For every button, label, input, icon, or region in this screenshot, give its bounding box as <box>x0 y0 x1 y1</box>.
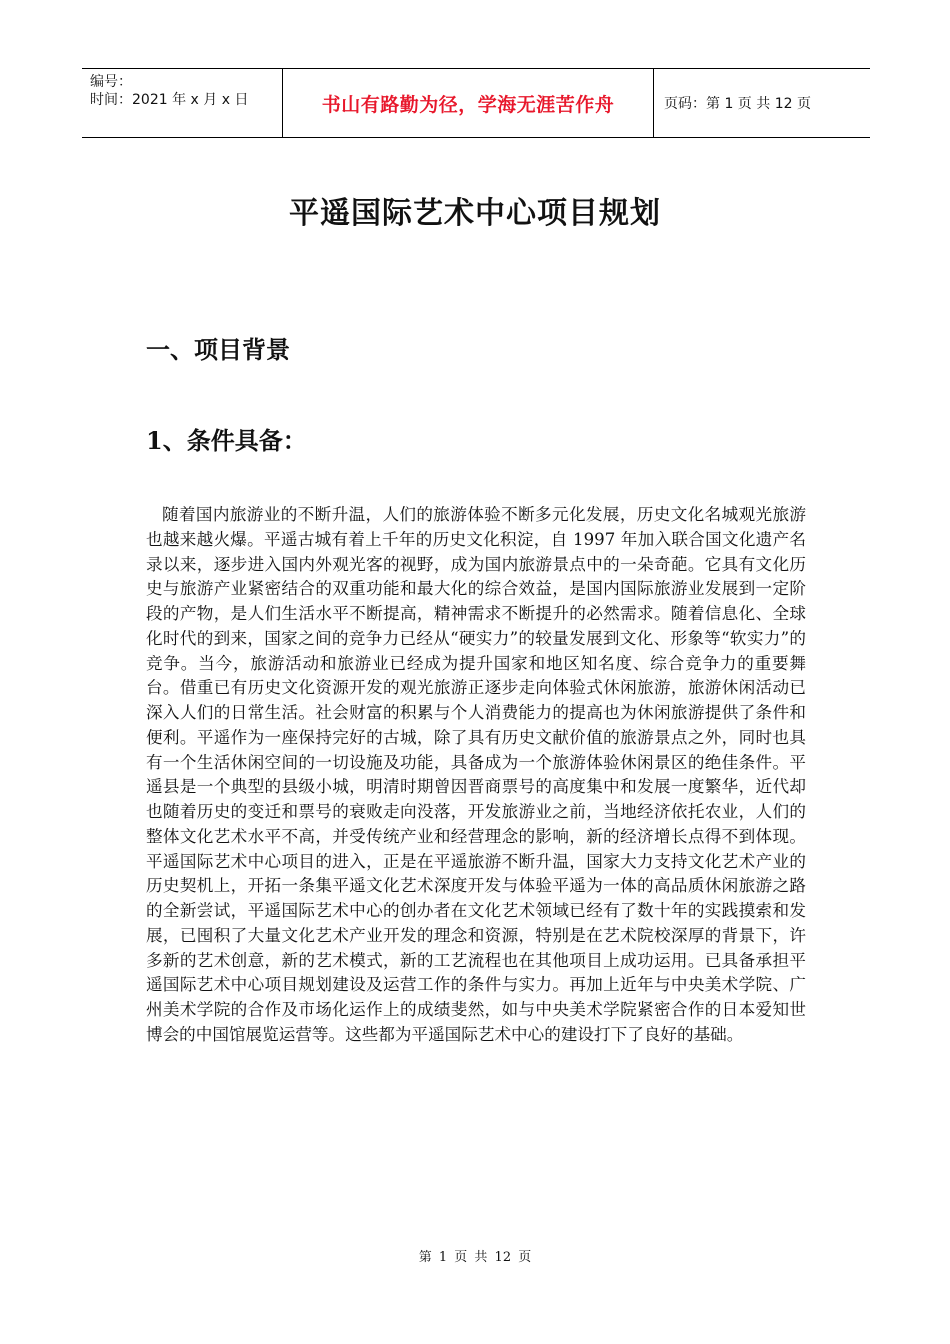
number-label: 编号： <box>90 74 132 90</box>
header-page-info: 页码：第 1 页 共 12 页 <box>664 96 811 112</box>
document-title: 平遥国际艺术中心项目规划 <box>289 196 661 231</box>
header-meta <box>82 69 282 137</box>
page-footer: 第 1 页 共 12 页 <box>418 1250 532 1265</box>
page-header <box>82 68 870 138</box>
subsection-heading: 1、条件具备： <box>146 426 307 455</box>
section-heading: 一、项目背景 <box>146 336 290 364</box>
time-label: 时间：2021 年 x 月 x 日 <box>90 92 249 108</box>
header-motto: 书山有路勤为径，学海无涯苦作舟 <box>282 69 654 137</box>
body-paragraph: 随着国内旅游业的不断升温，人们的旅游体验不断多元化发展，历史文化名城观光旅游也越来越火爆。平遥古城有着上千年的历史文化积淀，自 1997 年加入联合国文化遗产名录以来，逐步进入国内外观光客的视野，成为国内旅游景点中的一朵奇葩。它具有文化历史与旅游产业紧密结合的双重功能和最大化的综合效益，是国内国际旅游业发展到一定阶段的产物，是人们生活水平不断提高，精神需求不断提升的必然需求。随着信息化、全球化时代的到来，国家之间的竞争力已经从“硬实力”的较量发展到文化、形象等“软实力”的竞争。当今，旅游活动和旅游业已经成为提升国家和地区知名度、综合竞争力的重要舞台。借重已有历史文化资源开发的观光旅游正逐步走向体验式休闲旅游，旅游休闲活动已深入人们的日常生活。社会财富的积累与个人消费能力的提高也为休闲旅游提供了条件和便利。平遥作为一座保持完好的古城，除了具有历史文献价值的旅游景点之外，同时也具有一个生活休闲空间的一切设施及功能，具备成为一个旅游体验休闲景区的绝佳条件。平遥县是一个典型的县级小城，明清时期曾因晋商票号的高度集中和发展一度繁华，近代却也随着历史的变迁和票号的衰败走向没落，开发旅游业之前，当地经济依托农业，人们的整体文化艺术水平不高，并受传统产业和经营理念的影响，新的经济增长点得不到体现。平遥国际艺术中心项目的进入，正是在平遥旅游不断升温，国家大力支持文化艺术产业的历史契机上，开拓一条集平遥文化艺术深度开发与体验平遥为一体的高品质休闲旅游之路的全新尝试，平遥国际艺术中心的创办者在文化艺术领域已经有了数十年的实践摸索和发展，已囤积了大量文化艺术产业开发的理念和资源，特别是在艺术院校深厚的背景下，许多新的艺术创意，新的艺术模式，新的工艺流程也在其他项目上成功运用。已具备承担平遥国际艺术中心项目规划建设及运营工作的条件与实力。再加上近年与中央美术学院、广州美术学院的合作及市场化运作上的成绩斐然，如与中央美术学院紧密合作的日本爱知世博会的中国馆展览运营等。这些都为平遥国际艺术中心的建设打下了良好的基础。 <box>146 505 806 1044</box>
